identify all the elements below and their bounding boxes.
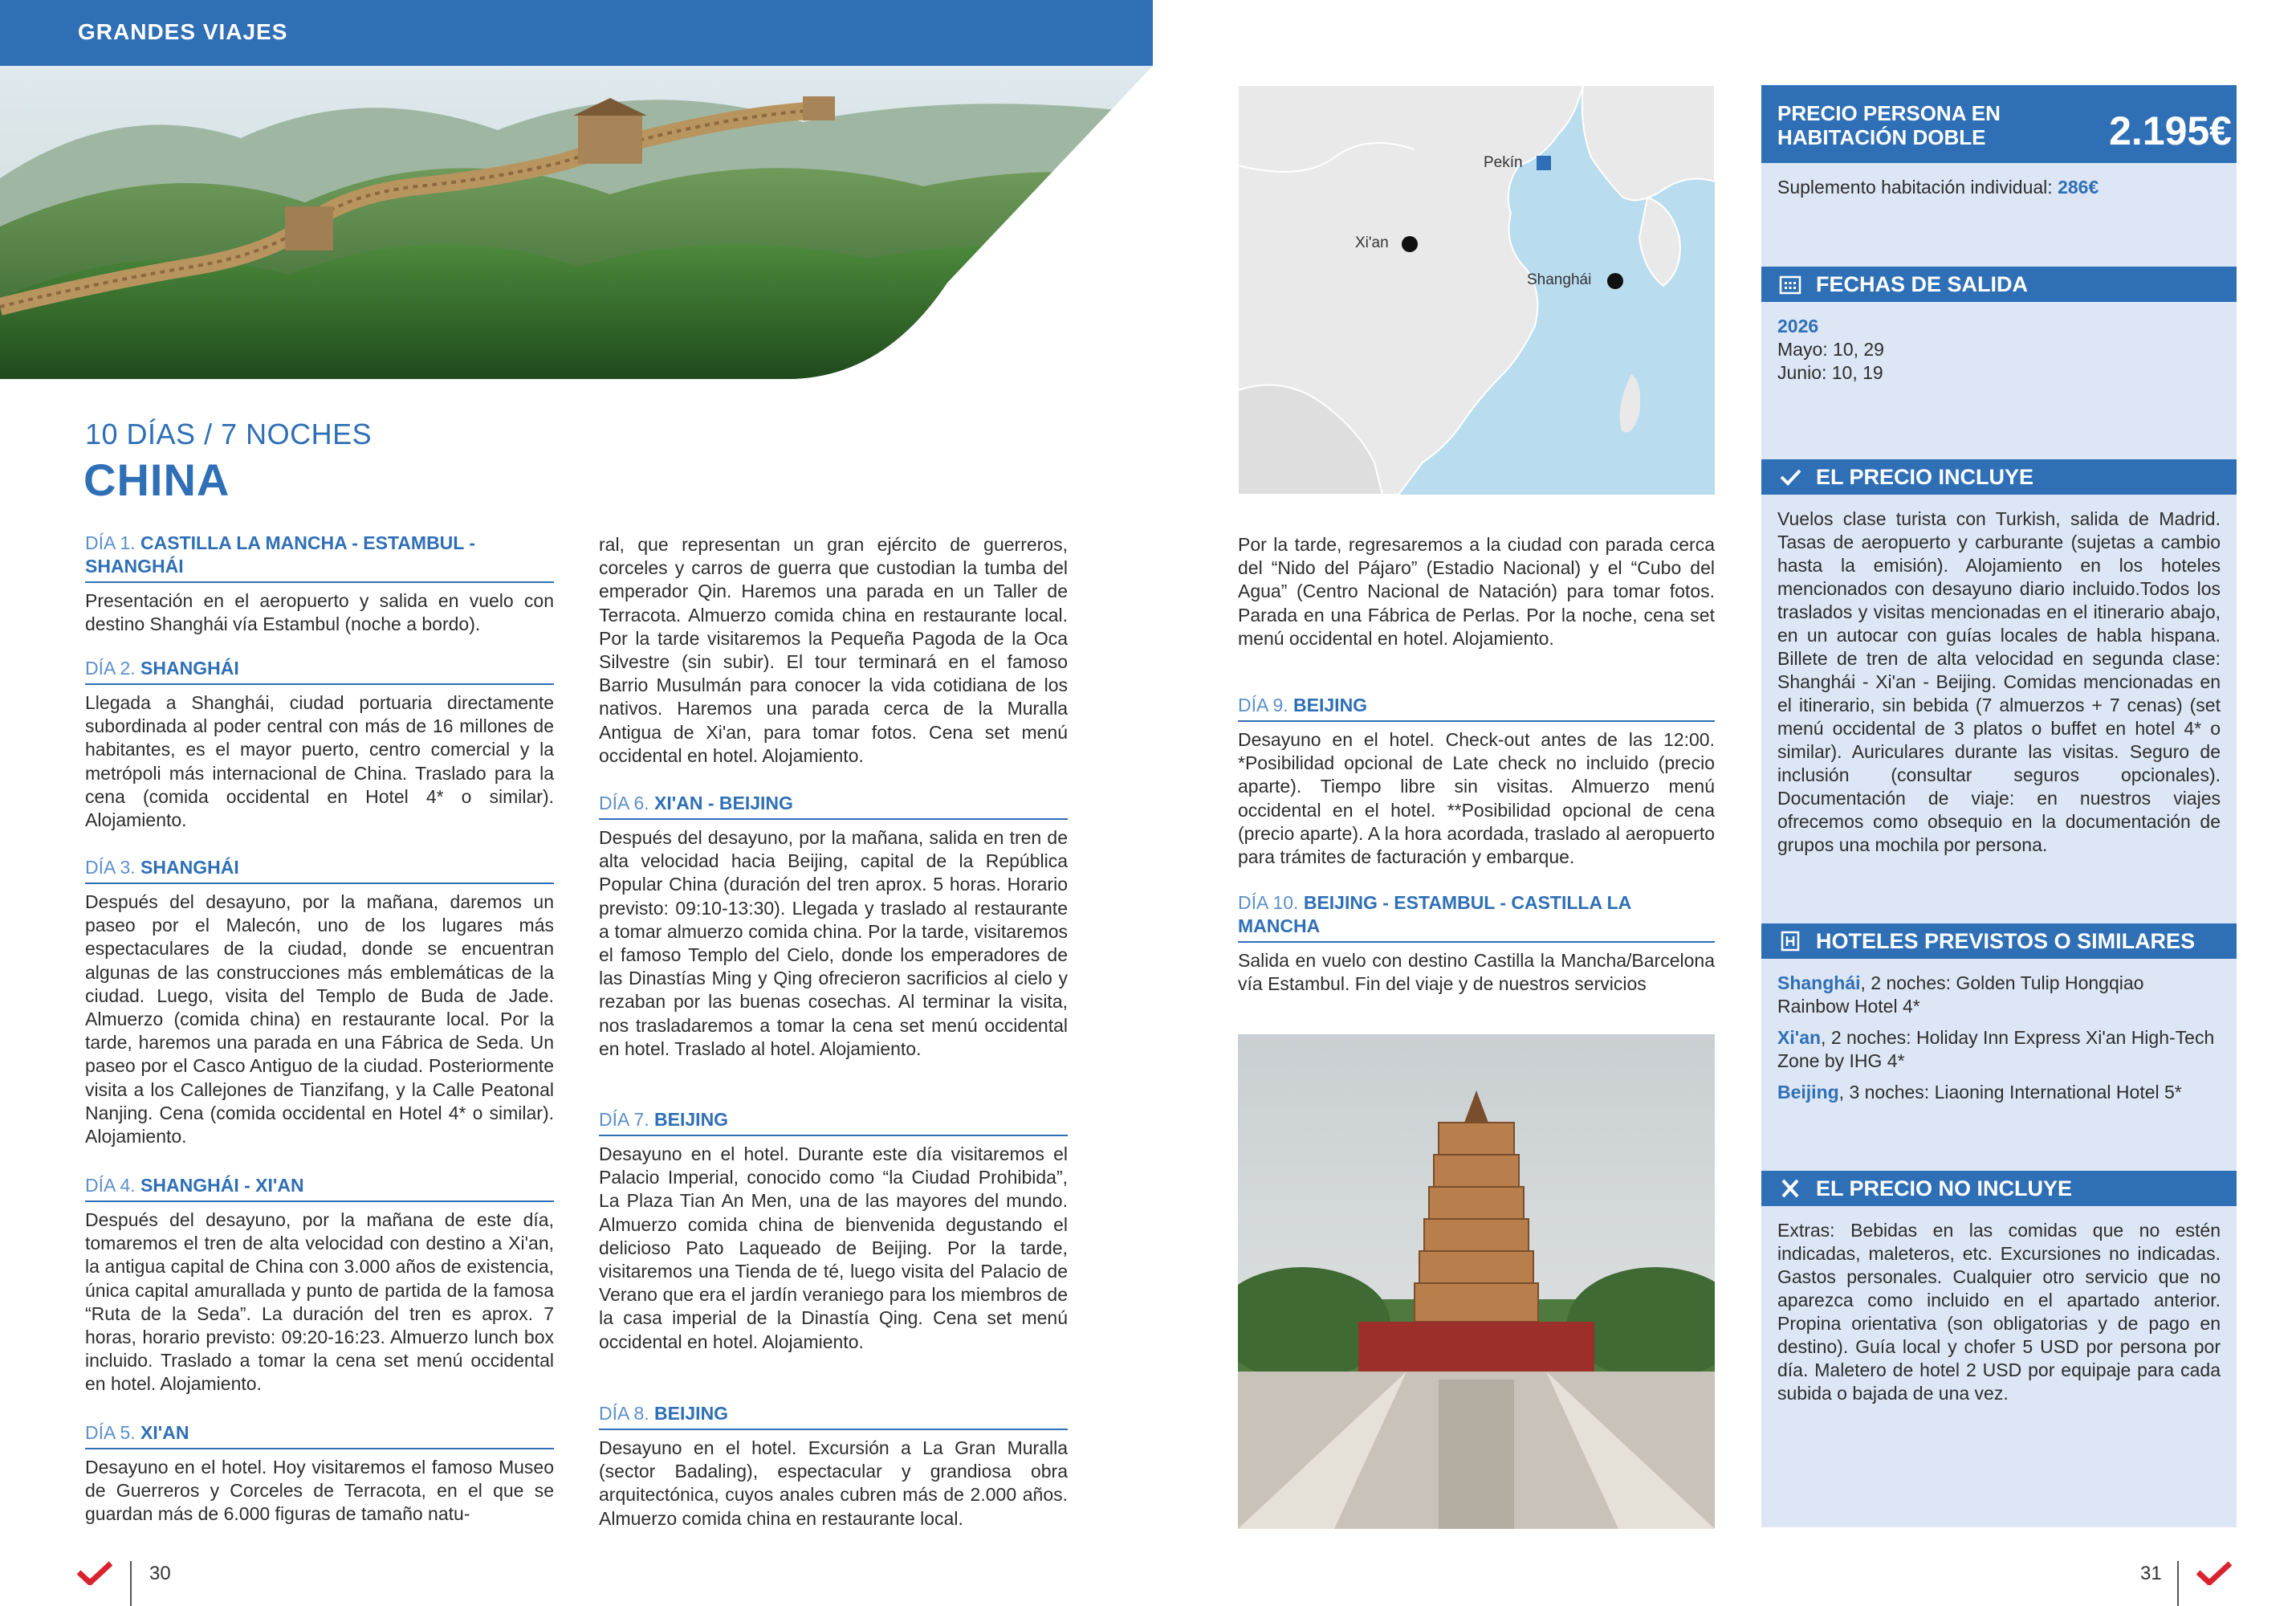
day-10-place: BEIJING - ESTAMBUL - CASTILLA LA MANCHA (1238, 892, 1631, 936)
beijing-marker (1537, 156, 1551, 170)
day-2-number: DÍA 2. (85, 658, 136, 679)
day-2-place: SHANGHÁI (140, 658, 239, 679)
page-number-left: 30 (149, 1563, 171, 1584)
dates-line-june: Junio: 10, 19 (1777, 362, 1883, 383)
day-6-text: Después del desayuno, por la mañana, salida en tren de alta velocidad hacia Beijing, capital de la República Popular China (duración del tren aprox. 5 horas. Horario previsto: 09:10-13:30). Llegada y traslado al restaurante a tomar almuerzo comida china. Por la tarde, visitaremos el famoso Templo del Cielo, donde los emperadores de las Dinastías Ming y Qing ofrecieron sacrificios al cielo y rezaban por las buenas cosechas. Al terminar la visita, nos trasladaremos a tomar la cena set menú occidental en hotel. Traslado al hotel. Alojamiento. (599, 827, 1068, 1059)
brand-title: GRANDES VIAJES (78, 19, 288, 44)
map-label-beijing: Pekín (1484, 154, 1523, 171)
day-10-heading (1238, 891, 1715, 943)
hotel-shanghai (1777, 972, 2221, 1018)
day-5-text: Desayuno en el hotel. Hoy visitaremos el famoso Museo de Guerreros y Corceles de Terracota, en el que se guardan más de 6.000 figuras de tamaño natu- (85, 1457, 554, 1525)
calendar-icon (1779, 274, 1801, 295)
day-5-heading (85, 1421, 554, 1449)
day-4-text: Después del desayuno, por la mañana de este día, tomaremos el tren de alta velocidad con destino a Xi'an, la antigua capital de China con 3.000 años de existencia, única capital amurallada y punto de partida de la famosa “Ruta de la Seda”. La duración del tren es aprox. 7 horas, horario previsto: 09:20-16:23. Almuerzo lunch box incluido. Traslado a tomar la cena set menú occidental en hotel. Alojamiento. (85, 1209, 554, 1395)
trip-duration: 10 DÍAS / 7 NOCHES (85, 418, 372, 450)
hotel-city: Xi'an (1777, 1027, 1822, 1048)
day-3 (85, 856, 554, 1148)
supplement-label: Suplemento habitación individual: (1777, 177, 2053, 198)
day-8-number: DÍA 8. (599, 1403, 649, 1424)
hotel-beijing (1777, 1081, 2221, 1104)
hotel-detail: , 2 noches: Holiday Inn Express Xi'an High-Tech Zone by IHG 4* (1777, 1027, 2215, 1071)
day-3-place: SHANGHÁI (140, 857, 239, 878)
day-9-place: BEIJING (1293, 695, 1368, 715)
brand-check-icon (77, 1561, 112, 1585)
day-7 (599, 1108, 1068, 1354)
excludes-heading-bar (1761, 1171, 2237, 1206)
trip-destination: CHINA (83, 454, 230, 505)
shanghai-marker (1607, 273, 1623, 289)
hotels-heading: HOTELES PREVISTOS O SIMILARES (1816, 929, 2196, 953)
hotel-city: Shanghái (1777, 972, 1861, 993)
checkmark-icon (1779, 467, 1801, 487)
day-9-heading (1238, 694, 1715, 722)
day-3-number: DÍA 3. (85, 857, 136, 878)
day-5-number: DÍA 5. (85, 1422, 136, 1443)
day-7-text: Desayuno en el hotel. Durante este día visitaremos el Palacio Imperial, conocido como “la Ciudad Prohibida”, La Plaza Tian An Men, una de las mayores del mundo. Almuerzo comida china de bienvenida degustando el delicioso Pato Laqueado de Beijing. Por la tarde, visitaremos una Tienda de té, luego visita del Palacio de Verano que era el jardín veraniego para los miembros de la casa imperial de la Dinastía Qing. Cena set menú occidental en hotel. Alojamiento. (599, 1143, 1068, 1352)
brand-check-icon (2196, 1561, 2232, 1585)
includes-heading: EL PRECIO INCLUYE (1816, 465, 2034, 489)
dates-year: 2026 (1777, 316, 1819, 336)
dates-list (1777, 315, 2221, 385)
day-10-text: Salida en vuelo con destino Castilla la Mancha/Barcelona vía Estambul. Fin del viaje y de nuestros servicios (1238, 950, 1715, 995)
excludes-text: Extras: Bebidas en las comidas que no estén indicadas, maleteros, etc. Excursiones no indicadas. Gastos personales. Cualquier otro servicio que no aparezca como incluido en el apartado anterior. Propina orientativa (son obligatorias y de pago en destino). Guía local y chofer 5 USD por persona por día. Maletero de hotel 2 USD por equipaje para cada subida o bajada de una vez. (1777, 1220, 2221, 1404)
supplement-value: 286€ (2058, 177, 2099, 198)
dates-heading: FECHAS DE SALIDA (1816, 272, 2029, 296)
map-label-shanghai: Shanghái (1527, 271, 1592, 288)
hotel-xian (1777, 1026, 2221, 1073)
day-1-place: CASTILLA LA MANCHA - ESTAMBUL - SHANGHÁI (85, 532, 475, 577)
day-8 (599, 1402, 1068, 1531)
day-1-heading (85, 532, 554, 583)
day-1 (85, 532, 554, 636)
day-1-text: Presentación en el aeropuerto y salida en vuelo con destino Shanghái vía Estambul (noche a bordo). (85, 590, 554, 635)
hotel-icon (1779, 931, 1801, 952)
page-number-right: 31 (2140, 1563, 2162, 1584)
price-label: PRECIO PERSONA EN HABITACIÓN DOBLE (1777, 101, 2001, 149)
day-9 (1238, 694, 1715, 869)
day-3-heading (85, 856, 554, 884)
includes-heading-bar (1761, 459, 2237, 495)
hotel-detail: , 3 noches: Liaoning International Hotel 5* (1838, 1082, 2182, 1103)
price-value: 2.195€ (2109, 108, 2232, 153)
pagoda-photo (1238, 1034, 1715, 1529)
excludes-heading: EL PRECIO NO INCLUYE (1816, 1176, 2073, 1200)
day-4-heading (85, 1174, 554, 1202)
day-4-place: SHANGHÁI - XI'AN (140, 1175, 304, 1196)
day-8-heading (599, 1402, 1068, 1430)
map-label-xian: Xi'an (1355, 234, 1389, 251)
dates-heading-bar (1761, 267, 2237, 302)
day-8-continuation: Por la tarde, regresaremos a la ciudad con parada cerca del “Nido del Pájaro” (Estadio Nacional) y el “Cubo del Agua” (Centro Nacional de Natación) para tomar fotos. Parada en una Fábrica de Perlas. Por la noche, cena set menú occidental en hotel. Alojamiento. (1238, 534, 1715, 649)
close-icon (1779, 1178, 1801, 1199)
day-10-number: DÍA 10. (1238, 892, 1299, 913)
great-wall-photo (0, 66, 1153, 379)
day-1-number: DÍA 1. (85, 532, 136, 553)
day-8-text: Desayuno en el hotel. Excursión a La Gran Muralla (sector Badaling), espectacular y grandiosa obra arquitectónica, cuyos anales cubren más de 2.000 años. Almuerzo comida china en restaurante local. (599, 1437, 1068, 1529)
day-6-heading (599, 792, 1068, 820)
day-4-number: DÍA 4. (85, 1175, 136, 1196)
hotels-list (1777, 972, 2221, 1112)
day-2 (85, 657, 554, 832)
day-6-place: XI'AN - BEIJING (654, 793, 793, 813)
footer-divider-left (130, 1561, 132, 1606)
day-5 (85, 1421, 554, 1527)
day-6-number: DÍA 6. (599, 793, 649, 813)
day-5-continuation: ral, que representan un gran ejército de guerreros, corceles y carros de guerra que custodian la tumba del emperador Qin. Haremos una parada en un Taller de Terracota. Almuerzo comida china en restaurante local. Por la tarde visitaremos la Pequeña Pagoda de la Oca Silvestre (sin subir). El tour terminará en el famoso Barrio Musulmán para conocer la vida cotidiana de los nativos. Haremos una parada cerca de la Muralla Antigua de Xi'an, para tomar fotos. Cena set menú occidental en hotel. Alojamiento. (599, 534, 1068, 766)
footer-divider-right (2177, 1561, 2179, 1606)
hotel-city: Beijing (1777, 1082, 1839, 1103)
day-2-text: Llegada a Shanghái, ciudad portuaria directamente subordinada al poder central con más de 16 millones de habitantes, es el mayor puerto, centro comercial y la metrópoli más internacional de China. Traslado para la cena (comida occidental en Hotel 4* o similar). Alojamiento. (85, 692, 554, 831)
day-10 (1238, 891, 1715, 996)
supplement (1777, 177, 2099, 198)
xian-marker (1402, 236, 1418, 252)
includes-text: Vuelos clase turista con Turkish, salida de Madrid. Tasas de aeropuerto y carburante (sujetas a cambio hasta la emisión). Alojamiento en los hoteles mencionados con desayuno diario incluido.Todos los traslados y visitas mencionadas en el itinerario abajo, en un autocar con guías locales de habla hispana. Billete de tren de alta velocidad en segunda clase: Shanghái - Xi'an - Beijing. Comidas mencionadas en el itinerario, sin bebida (7 almuerzos + 7 cenas) (set menú occidental de 3 platos o buffet en hotel 4* o similar). Auriculares durante las visitas. Seguro de inclusión (consultar seguros opcionales). Documentación de viaje: en nuestros viajes ofrecemos como obsequio en la documentación de grupos una mochila por persona. (1777, 508, 2221, 855)
day-3-text: Después del desayuno, por la mañana, daremos un paseo por el Malecón, uno de los lugares más espectaculares de la ciudad, donde se encuentran algunas de las construcciones más emblemáticas de la ciudad. Luego, visita del Templo de Buda de Jade. Almuerzo (comida china) en restaurante local. Por la tarde, haremos una parada en una Fábrica de Seda. Un paseo por el Casco Antiguo de la ciudad. Posteriormente visita a los Callejones de Tianzifang, y la Calle Peatonal Nanjing. Cena (comida occidental en Hotel 4* o similar). Alojamiento. (85, 891, 554, 1147)
day-6 (599, 792, 1068, 1061)
day-2-heading (85, 657, 554, 685)
hotel-detail: , 2 noches: Golden Tulip Hongqiao Rainbow Hotel 4* (1777, 972, 2144, 1017)
day-7-number: DÍA 7. (599, 1109, 649, 1130)
day-4 (85, 1174, 554, 1396)
day-5-place: XI'AN (140, 1422, 189, 1443)
day-8-place: BEIJING (654, 1403, 729, 1424)
day-7-heading (599, 1108, 1068, 1136)
route-map (1238, 85, 1715, 495)
dates-line-may: Mayo: 10, 29 (1777, 339, 1884, 360)
hotels-heading-bar (1761, 923, 2237, 959)
day-7-place: BEIJING (654, 1109, 729, 1130)
day-9-number: DÍA 9. (1238, 695, 1288, 715)
day-9-text: Desayuno en el hotel. Check-out antes de las 12:00. *Posibilidad opcional de Late check no incluido (precio aparte). Tiempo libre sin visitas. Almuerzo menú occidental en el hotel. **Posibilidad opcional de cena (precio aparte). A la hora acordada, traslado al aeropuerto para trámites de facturación y embarque. (1238, 729, 1715, 868)
